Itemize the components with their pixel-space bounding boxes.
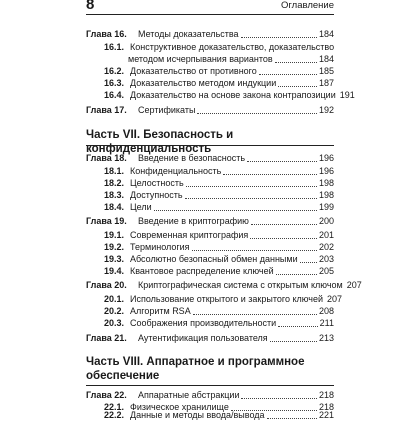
page-ref: 191 xyxy=(339,90,355,100)
dot-leader xyxy=(193,314,317,315)
page-ref: 192 xyxy=(318,105,334,115)
toc-chapter-19[interactable] xyxy=(86,214,334,227)
section-title: Современная криптография xyxy=(130,230,249,240)
chapter-title: Криптографическая система с открытым ключом xyxy=(138,280,343,290)
chapter-number: Глава 19. xyxy=(86,216,127,226)
section-title: Целостность xyxy=(130,178,184,188)
dot-leader xyxy=(267,418,317,419)
page-ref: 203 xyxy=(318,254,334,264)
dot-leader xyxy=(241,398,316,399)
section-title: Доказательство от противного xyxy=(130,66,257,76)
page-ref: 218 xyxy=(318,390,334,400)
page-ref: 221 xyxy=(318,410,334,420)
page-ref: 205 xyxy=(318,266,334,276)
part-7-title[interactable]: Часть VII. Безопасность и конфиденциальность xyxy=(86,129,234,155)
running-head xyxy=(86,0,334,15)
toc-chapter-21[interactable] xyxy=(86,331,334,344)
toc-section-20-3[interactable] xyxy=(104,316,334,329)
chapter-number: Глава 21. xyxy=(86,333,127,343)
section-title: Доказательство на основе закона контрапозиции xyxy=(130,90,336,100)
page-number: 8 xyxy=(86,0,95,13)
page-ref: 199 xyxy=(318,202,334,212)
section-number: 19.2. xyxy=(104,242,125,252)
page-ref: 211 xyxy=(319,318,334,328)
page-ref: 208 xyxy=(318,306,334,316)
page-ref: 207 xyxy=(346,280,362,290)
section-title: Терминология xyxy=(130,242,190,252)
dot-leader xyxy=(275,62,317,63)
dot-leader xyxy=(247,161,317,162)
page-ref: 187 xyxy=(318,78,334,88)
toc-chapter-18[interactable] xyxy=(86,151,334,164)
section-title: Физическое хранилище xyxy=(130,402,229,412)
dot-leader xyxy=(192,250,317,251)
section-number: 18.1. xyxy=(104,166,125,176)
dot-leader xyxy=(223,174,317,175)
dot-leader xyxy=(278,326,317,327)
toc-section-18-4[interactable] xyxy=(104,200,334,213)
dot-leader xyxy=(197,113,317,114)
dot-leader xyxy=(241,37,317,38)
dot-leader xyxy=(185,198,317,199)
section-title: Конфиденциальность xyxy=(130,166,222,176)
section-title: Конструктивное доказательство, доказательство xyxy=(130,42,335,52)
part-8-title-line-2: обеспечение xyxy=(86,370,160,382)
section-number: 16.4. xyxy=(104,90,125,100)
section-number: 18.3. xyxy=(104,190,125,200)
chapter-title: Аутентификация пользователя xyxy=(138,333,268,343)
chapter-number: Глава 18. xyxy=(86,153,127,163)
section-number: 20.1. xyxy=(104,294,125,304)
part-8-title-line-1: Часть VIII. Аппаратное и программное xyxy=(86,356,305,368)
section-title: Квантовое распределение ключей xyxy=(130,266,274,276)
section-title: Абсолютно безопасный обмен данными xyxy=(130,254,298,264)
dot-leader xyxy=(300,262,317,263)
section-title: Доказательство методом индукции xyxy=(130,78,277,88)
section-title: Алгоритм RSA xyxy=(130,306,191,316)
page-ref: 218 xyxy=(318,402,334,412)
page-ref: 200 xyxy=(318,216,334,226)
section-title: Соображения производительности xyxy=(130,318,277,328)
section-number: 20.3. xyxy=(104,318,125,328)
part-divider xyxy=(86,145,334,146)
page-ref: 196 xyxy=(318,153,334,163)
section-number: 19.3. xyxy=(104,254,125,264)
chapter-title: Введение в криптографию xyxy=(138,216,249,226)
page-ref: 198 xyxy=(318,178,334,188)
section-number: 16.1. xyxy=(104,42,125,52)
page-ref: 213 xyxy=(318,333,334,343)
page-ref: 202 xyxy=(318,242,334,252)
section-title: Цели xyxy=(130,202,152,212)
page-ref: 201 xyxy=(318,230,334,240)
page-ref: 207 xyxy=(327,294,343,304)
running-title: Оглавление xyxy=(281,0,334,11)
section-title: Использование открытого и закрытого ключей xyxy=(130,294,324,304)
section-title: Доступность xyxy=(130,190,183,200)
dot-leader xyxy=(186,186,317,187)
dot-leader xyxy=(154,210,317,211)
chapter-number: Глава 20. xyxy=(86,280,127,290)
section-number: 16.3. xyxy=(104,78,125,88)
toc-section-19-4[interactable] xyxy=(104,264,334,277)
chapter-number: Глава 16. xyxy=(86,29,127,39)
section-number: 19.1. xyxy=(104,230,125,240)
page-ref: 185 xyxy=(318,66,334,76)
dot-leader xyxy=(276,274,317,275)
page-ref: 184 xyxy=(318,29,334,39)
toc-chapter-20[interactable] xyxy=(86,278,362,291)
chapter-title: Введение в безопасность xyxy=(138,153,246,163)
section-number: 18.4. xyxy=(104,202,125,212)
dot-leader xyxy=(259,74,317,75)
part-divider xyxy=(86,385,334,386)
section-number: 18.2. xyxy=(104,178,125,188)
section-number: 22.2. xyxy=(104,410,125,420)
chapter-number: Глава 22. xyxy=(86,390,127,400)
section-number: 16.2. xyxy=(104,66,125,76)
dot-leader xyxy=(270,341,317,342)
chapter-number: Глава 17. xyxy=(86,105,127,115)
toc-chapter-16[interactable] xyxy=(86,27,334,40)
part-8-title[interactable] xyxy=(86,355,334,383)
section-number: 19.4. xyxy=(104,266,125,276)
section-title: Данные и методы ввода/вывода xyxy=(130,410,265,420)
chapter-title: Сертификаты xyxy=(138,105,196,115)
section-title-continued: методом исчерпывания вариантов xyxy=(128,54,273,64)
chapter-title: Методы доказательства xyxy=(138,29,239,39)
section-number: 20.2. xyxy=(104,306,125,316)
dot-leader xyxy=(250,238,317,239)
toc-section-22-2[interactable] xyxy=(104,408,334,421)
page-ref: 196 xyxy=(318,166,334,176)
page-ref: 184 xyxy=(318,54,334,64)
dot-leader xyxy=(278,86,317,87)
dot-leader xyxy=(251,224,317,225)
chapter-title: Аппаратные абстракции xyxy=(138,390,240,400)
toc-chapter-17[interactable] xyxy=(86,103,334,116)
toc-section-16-4[interactable] xyxy=(104,88,355,101)
section-number: 22.1. xyxy=(104,402,125,412)
page-ref: 198 xyxy=(318,190,334,200)
